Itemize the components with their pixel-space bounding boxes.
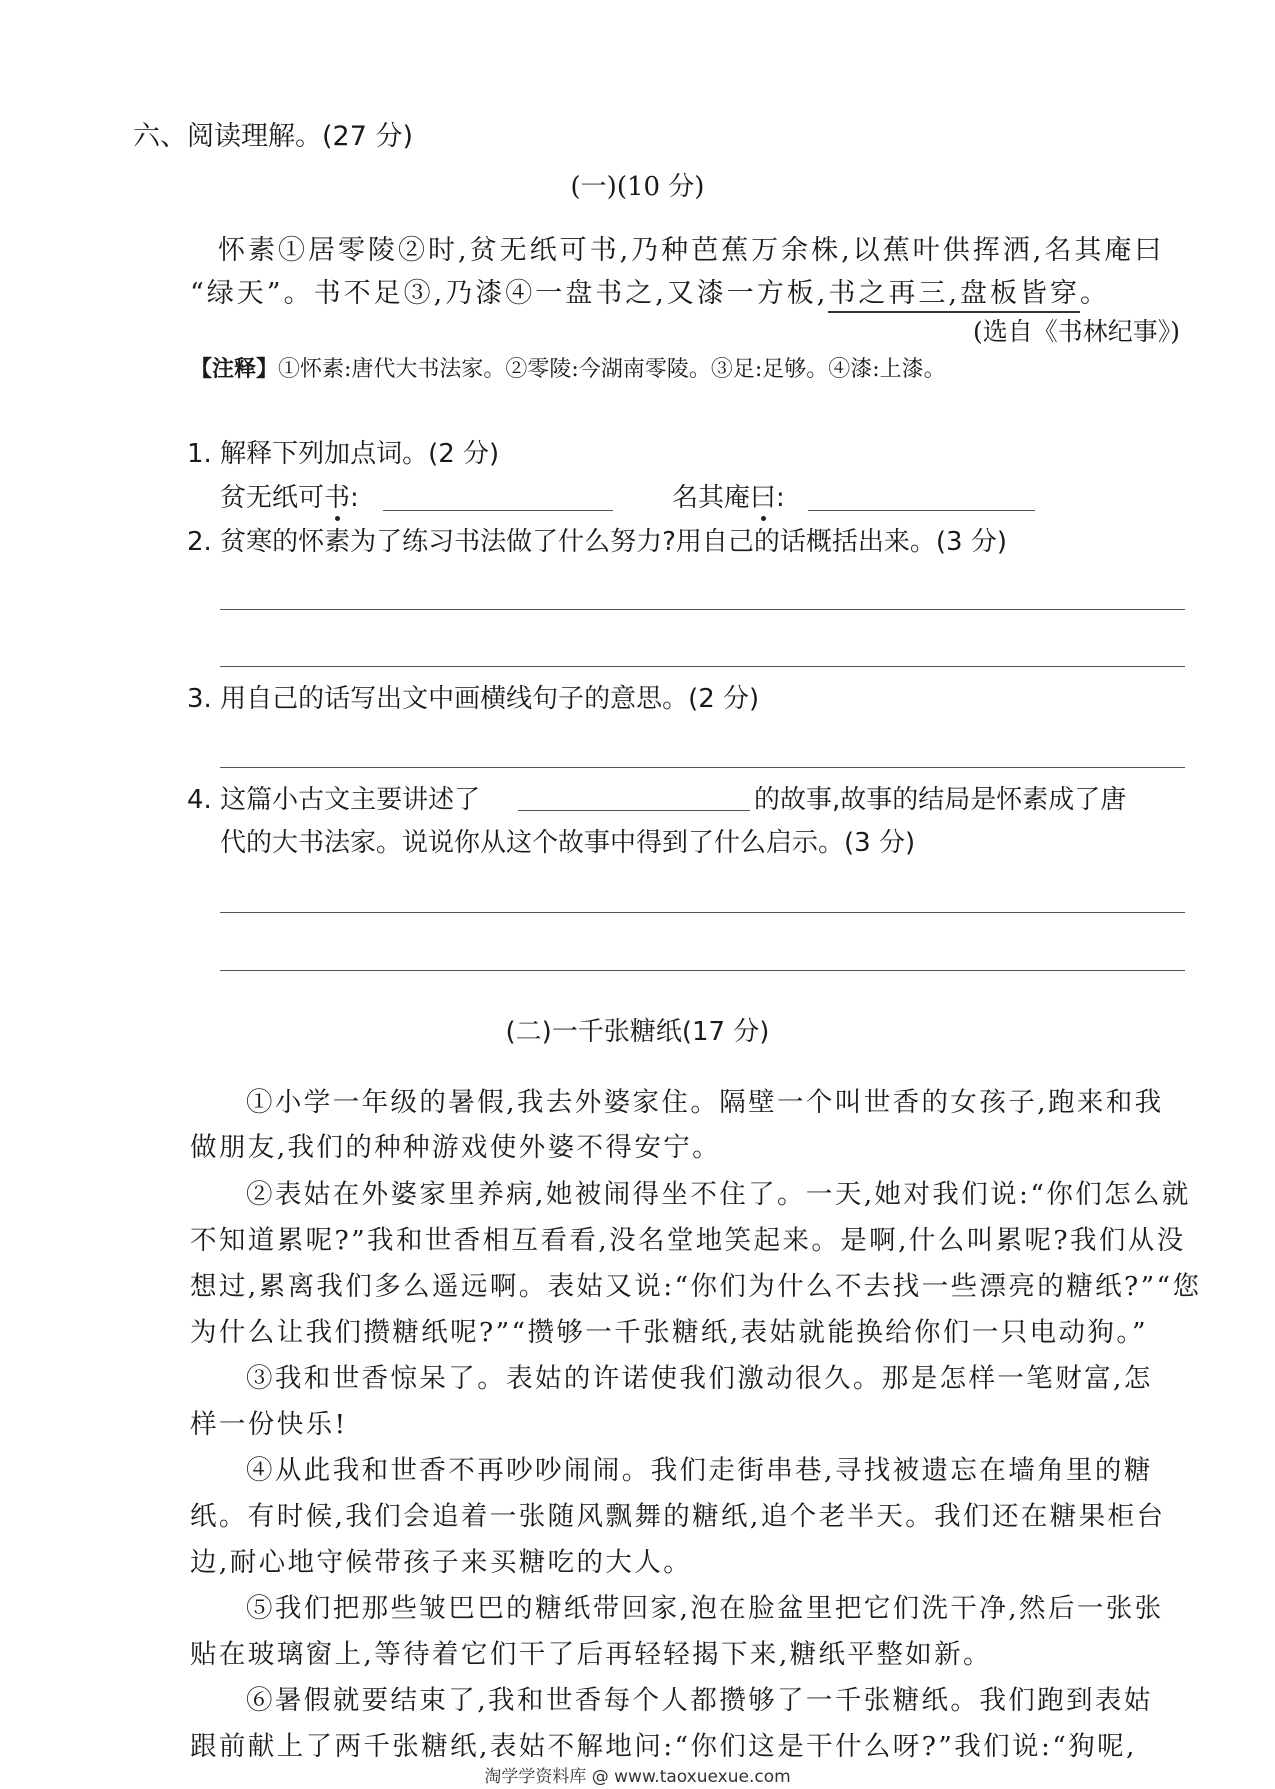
classical-text-line2	[190, 271, 1110, 310]
classical-text-line2-a: “绿天”。书不足③,乃漆④一盘书之,又漆一方板,	[190, 278, 829, 309]
q1-answer-blank-2[interactable]	[808, 510, 1035, 511]
underlined-sentence: 书之再三,盘板皆穿	[828, 278, 1080, 313]
q3-answer-line[interactable]	[220, 767, 1185, 768]
part1-title: (一)(10 分)	[570, 172, 705, 202]
q1-item1-colon: :	[350, 483, 359, 513]
q4-prompt-a: 4. 这篇小古文主要讲述了	[187, 785, 481, 815]
q1-prompt: 1. 解释下列加点词。(2 分)	[187, 439, 500, 469]
passage-line: ①小学一年级的暑假,我去外婆家住。隔壁一个叫世香的女孩子,跑来和我	[246, 1087, 1164, 1118]
classical-text-line1: 怀素①居零陵②时,贫无纸可书,乃种芭蕉万余株,以蕉叶供挥洒,名其庵曰	[218, 235, 1165, 266]
passage-line: ⑥暑假就要结束了,我和世香每个人都攒够了一千张糖纸。我们跑到表姑	[246, 1685, 1153, 1716]
passage-line: ②表姑在外婆家里养病,她被闹得坐不住了。一天,她对我们说:“你们怎么就	[246, 1179, 1191, 1210]
q1-item2-dotted-word: 曰	[750, 477, 776, 514]
q4-answer-line-2[interactable]	[220, 970, 1185, 971]
q1-item2-text: 名其庵	[672, 483, 751, 513]
passage-line: ④从此我和世香不再吵吵闹闹。我们走街串巷,寻找被遗忘在墙角里的糖	[246, 1455, 1153, 1486]
q1-item1-text: 贫无纸可	[220, 483, 325, 513]
q4-prompt-b: 的故事,故事的结局是怀素成了唐	[754, 785, 1127, 815]
notes	[190, 352, 946, 383]
q1-item1-dotted-word: 书	[324, 477, 350, 514]
passage-line: ⑤我们把那些皱巴巴的糖纸带回家,泡在脸盆里把它们洗干净,然后一张张	[246, 1593, 1164, 1624]
passage-line: 纸。有时候,我们会追着一张随风飘舞的糖纸,追个老半天。我们还在糖果柜台	[190, 1501, 1166, 1532]
q4-prompt-line2: 代的大书法家。说说你从这个故事中得到了什么启示。(3 分)	[220, 828, 916, 858]
footer-watermark: 淘学学资料库 @ www.taoxuexue.com	[484, 1767, 791, 1787]
passage-line: 想过,累离我们多么遥远啊。表姑又说:“你们为什么不去找一些漂亮的糖纸?”“您	[190, 1271, 1202, 1302]
q1-item2	[672, 477, 785, 514]
passage-line: 跟前献上了两千张糖纸,表姑不解地问:“你们这是干什么呀?”我们说:“狗呢,	[190, 1731, 1137, 1762]
passage-line: ③我和世香惊呆了。表姑的许诺使我们激动很久。那是怎样一笔财富,怎	[246, 1363, 1153, 1394]
section-title: 六、阅读理解。(27 分)	[133, 121, 414, 152]
q4-answer-line-1[interactable]	[220, 912, 1185, 913]
passage-line: 样一份快乐!	[190, 1409, 348, 1440]
classical-text-line2-end: 。	[1079, 278, 1110, 309]
q1-item2-colon: :	[776, 483, 785, 513]
q1-answer-blank-1[interactable]	[383, 510, 613, 511]
q4-answer-blank[interactable]	[518, 810, 750, 811]
passage-line: 为什么让我们攒糖纸呢?”“攒够一千张糖纸,表姑就能换给你们一只电动狗。”	[190, 1317, 1148, 1348]
notes-label: 【注释】	[190, 357, 279, 382]
passage-line: 贴在玻璃窗上,等待着它们干了后再轻轻揭下来,糖纸平整如新。	[190, 1639, 992, 1670]
passage-line: 边,耐心地守候带孩子来买糖吃的大人。	[190, 1547, 693, 1578]
notes-text: ①怀素:唐代大书法家。②零陵:今湖南零陵。③足:足够。④漆:上漆。	[278, 357, 946, 382]
passage-line: 做朋友,我们的种种游戏使外婆不得安宁。	[190, 1132, 722, 1163]
q1-item1	[220, 477, 359, 514]
q3-prompt: 3. 用自己的话写出文中画横线句子的意思。(2 分)	[187, 684, 760, 714]
source-citation: (选自《书林纪事》)	[972, 317, 1180, 346]
passage-line: 不知道累呢?”我和世香相互看看,没名堂地笑起来。是啊,什么叫累呢?我们从没	[190, 1225, 1186, 1256]
q2-answer-line-2[interactable]	[220, 666, 1185, 667]
q2-prompt: 2. 贫寒的怀素为了练习书法做了什么努力?用自己的话概括出来。(3 分)	[187, 527, 1007, 557]
q2-answer-line-1[interactable]	[220, 609, 1185, 610]
part2-title: (二)一千张糖纸(17 分)	[505, 1017, 770, 1047]
